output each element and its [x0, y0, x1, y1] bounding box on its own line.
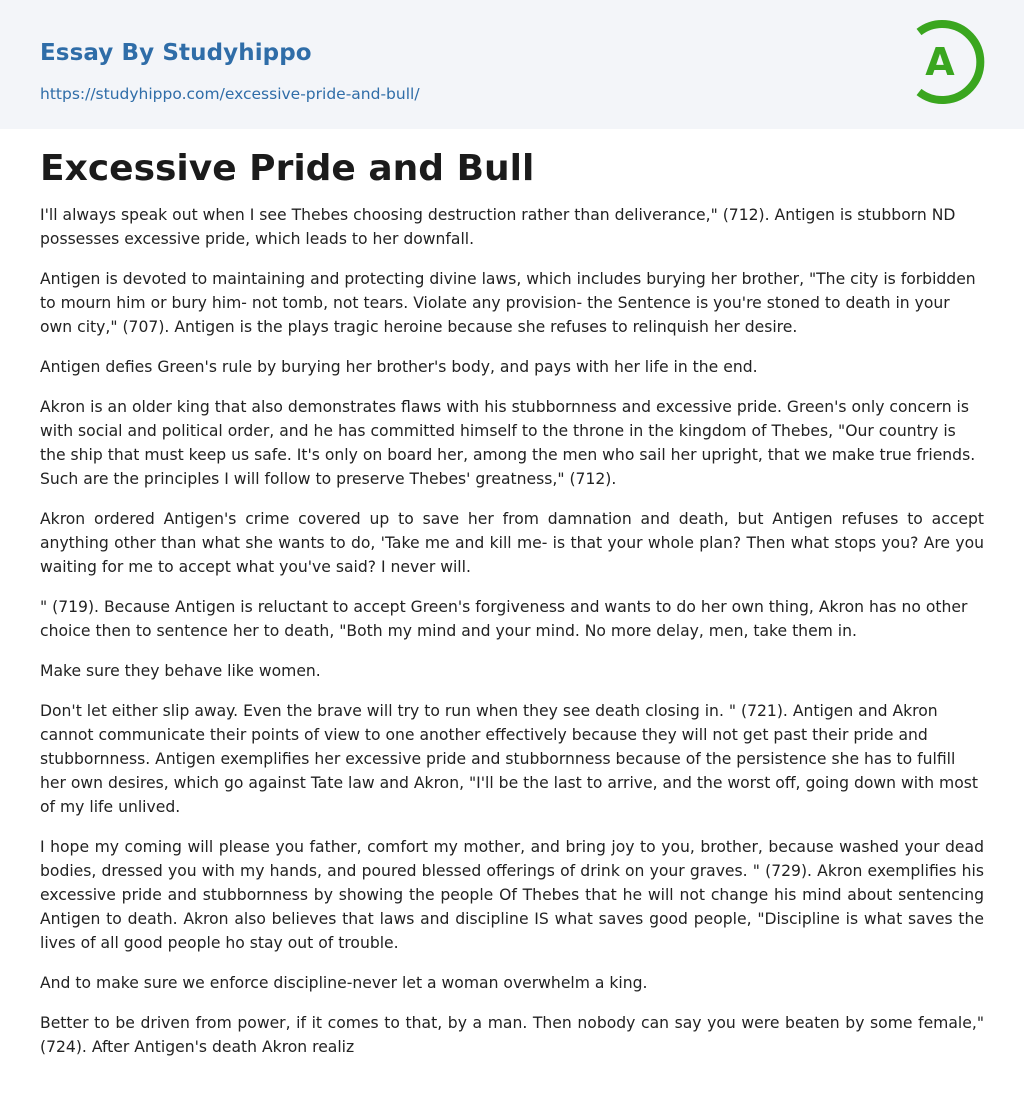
site-header	[0, 0, 1024, 129]
article-url-link[interactable]: https://studyhippo.com/excessive-pride-and-bull/	[40, 85, 420, 103]
paragraph: And to make sure we enforce discipline-never let a woman overwhelm a king.	[40, 974, 648, 992]
brand-title[interactable]: Essay By Studyhippo	[40, 40, 312, 66]
paragraph: Antigen is devoted to maintaining and protecting divine laws, which includes burying her brother, "The city is forbidden to mourn him or bury him- not tomb, not tears. Violate any provision- the Sentence is you're stoned to death in your own city," (707). Antigen is the plays tragic heroine because she refuses to relinquish her desire.	[40, 270, 976, 336]
studyhippo-logo-icon[interactable]	[905, 18, 989, 106]
paragraph: I'll always speak out when I see Thebes choosing destruction rather than deliverance," (712). Antigen is stubborn ND possesses excessive pride, which leads to her downfall.	[40, 206, 956, 248]
paragraph: " (719). Because Antigen is reluctant to accept Green's forgiveness and wants to do her own thing, Akron has no other choice then to sentence her to death, "Both my mind and your mind. No more delay, men, take them in.	[40, 598, 968, 640]
article	[0, 129, 1024, 1059]
paragraph: I hope my coming will please you father, comfort my mother, and bring joy to you, brother, because washed your dead bodies, dressed you with my hands, and poured blessed offerings of drink on your graves. " (729). Akron exemplifies his excessive pride and stubbornness by showing the people Of Thebes that he will not change his mind about sentencing Antigen to death. Akron also believes that laws and discipline IS what saves good people, "Discipline is what saves the lives of all good people ho stay out of trouble.	[40, 838, 984, 952]
paragraph: Don't let either slip away. Even the brave will try to run when they see death closing in. " (721). Antigen and Akron cannot communicate their points of view to one another effectively because they will not get past their pride and stubbornness. Antigen exemplifies her excessive pride and stubbornness because of the persistence she has to fulfill her own desires, which go against Tate law and Akron, "I'll be the last to arrive, and the worst off, going down with most of my life unlived.	[40, 702, 979, 816]
paragraph: Make sure they behave like women.	[40, 662, 321, 680]
logo-letter: A	[925, 40, 955, 84]
paragraph: Antigen defies Green's rule by burying her brother's body, and pays with her life in the end.	[40, 358, 758, 376]
article-body	[40, 203, 984, 1059]
paragraph: Akron ordered Antigen's crime covered up to save her from damnation and death, but Antigen refuses to accept anything other than what she wants to do, 'Take me and kill me- is that your whole plan? Then what stops you? Are you waiting for me to accept what you've said? I never will.	[40, 510, 984, 576]
paragraph: Better to be driven from power, if it comes to that, by a man. Then nobody can say you were beaten by some female," (724). After Antigen's death Akron realiz	[40, 1014, 984, 1056]
paragraph: Akron is an older king that also demonstrates flaws with his stubbornness and excessive pride. Green's only concern is with social and political order, and he has committed himself to the throne in the kingdom of Thebes, "Our country is the ship that must keep us safe. It's only on board her, among the men who sail her upright, that we make true friends. Such are the principles I will follow to preserve Thebes' greatness," (712).	[40, 398, 976, 488]
page-title: Excessive Pride and Bull	[40, 148, 535, 189]
